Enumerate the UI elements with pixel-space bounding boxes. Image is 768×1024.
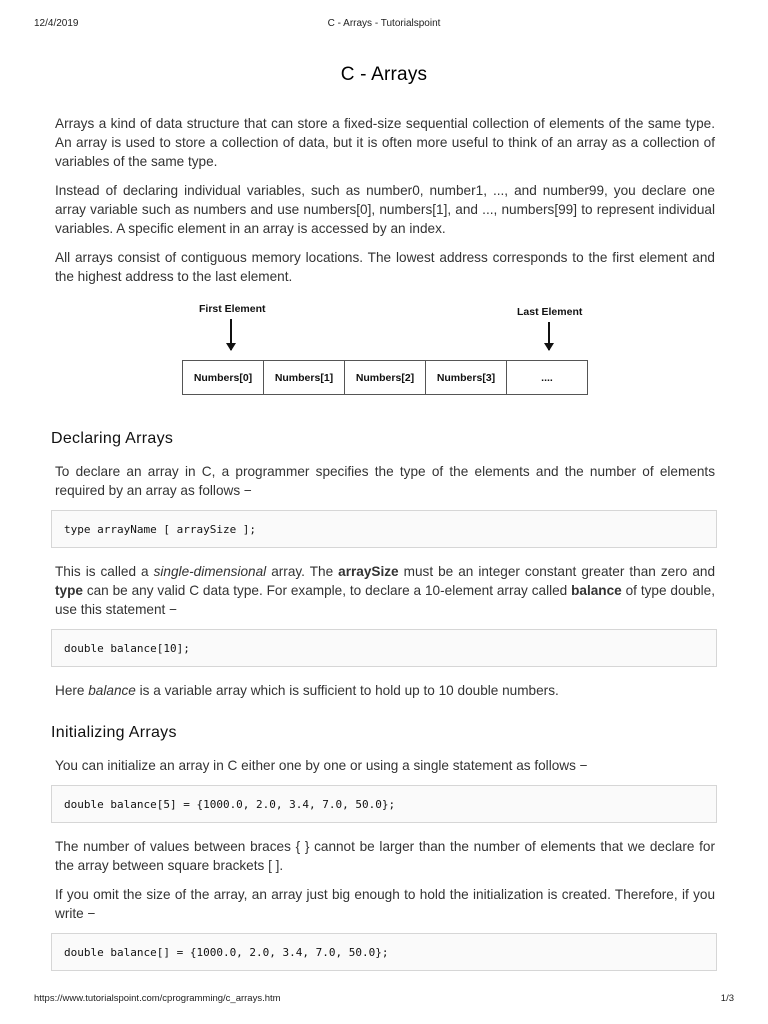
first-element-label: First Element [199, 303, 266, 315]
initializing-arrays-heading: Initializing Arrays [51, 724, 177, 741]
intro-paragraph-3: All arrays consist of contiguous memory locations. The lowest address corresponds to the first element and the highest address to the last element. [55, 250, 715, 284]
declaring-paragraph-2: This is called a single-dimensional array. The arraySize must be an integer constant greater than zero and type can be any valid C data type. For example, to declare a 10-element array called balance of type double, use this statement − [55, 564, 716, 617]
code-block [51, 510, 717, 548]
code-text: type arrayName [ arraySize ]; [64, 522, 257, 536]
declaring-paragraph-1: To declare an array in C, a programmer specifies the type of the elements and the number of elements required by an array as follows − [55, 464, 715, 498]
first-element-arrow-icon [230, 319, 232, 350]
page-number: 1/3 [720, 993, 734, 1004]
page-title: C - Arrays [340, 64, 428, 85]
code-block [51, 785, 717, 823]
print-date: 12/4/2019 [34, 18, 79, 29]
initializing-paragraph-3: If you omit the size of the array, an array just big enough to hold the initialization is created. Therefore, if you write − [55, 887, 715, 921]
print-page-title: C - Arrays - Tutorialspoint [327, 18, 441, 29]
print-footer [34, 993, 734, 1007]
last-element-label: Last Element [517, 306, 583, 318]
code-text: double balance[5] = {1000.0, 2.0, 3.4, 7.0, 50.0}; [64, 797, 396, 811]
array-cell: Numbers[0] [183, 361, 264, 394]
print-header [34, 18, 734, 32]
array-diagram [51, 296, 717, 420]
last-element-arrow-icon [548, 322, 550, 350]
array-cell: .... [507, 361, 588, 394]
code-text: double balance[10]; [64, 641, 190, 655]
article-content [51, 64, 717, 985]
array-cells [182, 360, 588, 395]
array-cell: Numbers[1] [264, 361, 345, 394]
initializing-paragraph-1: You can initialize an array in C either one by one or using a single statement as follows − [55, 758, 588, 773]
intro-paragraph-2: Instead of declaring individual variables, such as number0, number1, ..., and number99, you declare one array variable such as numbers and use numbers[0], numbers[1], and ..., numbers[99] to represent individual variables. A specific element in an array is accessed by an index. [55, 183, 715, 236]
code-block [51, 933, 717, 971]
initializing-paragraph-2: The number of values between braces { } cannot be larger than the number of elements that we declare for the array between square brackets [ ]. [55, 839, 715, 873]
page-url-link[interactable]: https://www.tutorialspoint.com/cprogramming/c_arrays.htm [34, 993, 281, 1004]
array-cell: Numbers[3] [426, 361, 507, 394]
intro-paragraph-1: Arrays a kind of data structure that can store a fixed-size sequential collection of elements of the same type. An array is used to store a collection of data, but it is often more useful to think of an array as a collection of variables of the same type. [55, 116, 715, 169]
declaring-paragraph-3: Here balance is a variable array which is sufficient to hold up to 10 double numbers. [55, 683, 559, 698]
code-block [51, 629, 717, 667]
code-text: double balance[] = {1000.0, 2.0, 3.4, 7.0, 50.0}; [64, 945, 389, 959]
array-cell: Numbers[2] [345, 361, 426, 394]
declaring-arrays-heading: Declaring Arrays [51, 430, 174, 447]
